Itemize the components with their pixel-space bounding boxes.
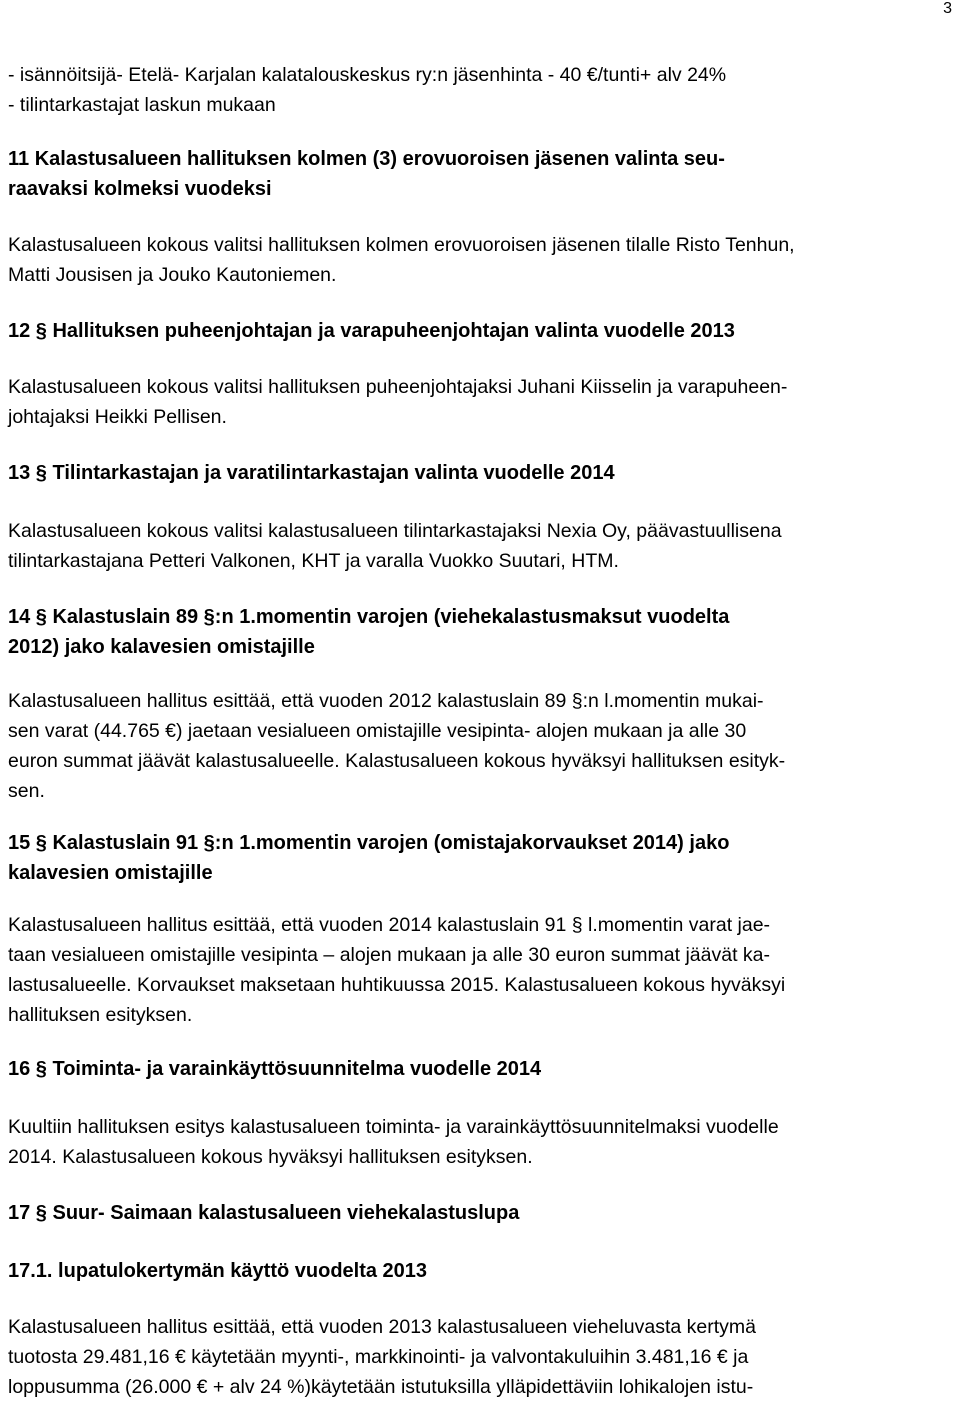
section-17	[8, 1198, 519, 1228]
body-line: Kalastusalueen hallitus esittää, että vuoden 2012 kalastuslain 89 §:n l.momentin mukai-	[8, 690, 764, 712]
section-heading: 14 § Kalastuslain 89 §:n 1.momentin varojen (viehekalastusmaksut vuodelta	[8, 606, 730, 628]
body-line: sen varat (44.765 €) jaetaan vesialueen omistajille vesipinta- alojen mukaan ja alle 30	[8, 720, 747, 742]
body-line: Kalastusalueen kokous valitsi hallituksen kolmen erovuoroisen jäsenen tilalle Risto Tenhun,	[8, 234, 795, 256]
body-line: sen.	[8, 780, 45, 802]
page-number: 3	[943, 0, 952, 17]
section-heading: 17.1. lupatulokertymän käyttö vuodelta 2013	[8, 1260, 428, 1282]
section-15	[8, 828, 729, 888]
section-14-body	[8, 686, 785, 806]
section-16-body	[8, 1112, 779, 1172]
section-14	[8, 602, 729, 662]
body-line: 2014. Kalastusalueen kokous hyväksyi hallituksen esityksen.	[8, 1146, 533, 1168]
intro-line: - tilintarkastajat laskun mukaan	[8, 94, 276, 116]
body-line: Kalastusalueen kokous valitsi kalastusalueen tilintarkastajaksi Nexia Oy, päävastuullisena	[8, 520, 782, 542]
body-line: johtajaksi Heikki Pellisen.	[8, 406, 227, 428]
section-13-body	[8, 516, 782, 576]
body-line: taan vesialueen omistajille vesipinta – alojen mukaan ja alle 30 euron summat jäävät ka-	[8, 944, 771, 966]
section-heading: kalavesien omistajille	[8, 862, 213, 884]
section-13	[8, 458, 615, 488]
section-heading: 12 § Hallituksen puheenjohtajan ja varapuheenjohtajan valinta vuodelle 2013	[8, 320, 735, 342]
section-17-1-body	[8, 1312, 756, 1402]
body-line: Kalastusalueen hallitus esittää, että vuoden 2014 kalastuslain 91 § l.momentin varat jae-	[8, 914, 771, 936]
intro-list	[8, 60, 726, 120]
body-line: Kalastusalueen hallitus esittää, että vuoden 2013 kalastusalueen vieheluvasta kertymä	[8, 1316, 756, 1338]
body-line: tilintarkastajana Petteri Valkonen, KHT ja varalla Vuokko Suutari, HTM.	[8, 550, 619, 572]
body-line: hallituksen esityksen.	[8, 1004, 193, 1026]
section-heading: 17 § Suur- Saimaan kalastusalueen viehekalastuslupa	[8, 1202, 520, 1224]
section-heading: 16 § Toiminta- ja varainkäyttösuunnitelma vuodelle 2014	[8, 1058, 542, 1080]
section-17-1	[8, 1256, 427, 1286]
intro-line: - isännöitsijä- Etelä- Karjalan kalatalouskeskus ry:n jäsenhinta - 40 €/tunti+ alv 24%	[8, 64, 727, 86]
section-12	[8, 316, 735, 346]
section-15-body	[8, 910, 785, 1030]
section-heading: 13 § Tilintarkastajan ja varatilintarkastajan valinta vuodelle 2014	[8, 462, 615, 484]
section-heading: raavaksi kolmeksi vuodeksi	[8, 178, 272, 200]
body-line: lastusalueelle. Korvaukset maksetaan huhtikuussa 2015. Kalastusalueen kokous hyväksyi	[8, 974, 786, 996]
body-line: Kuultiin hallituksen esitys kalastusalueen toiminta- ja varainkäyttösuunnitelmaksi vuodelle	[8, 1116, 779, 1138]
section-16	[8, 1054, 541, 1084]
section-11-body	[8, 230, 795, 290]
section-heading: 2012) jako kalavesien omistajille	[8, 636, 315, 658]
section-11	[8, 144, 725, 204]
section-12-body	[8, 372, 787, 432]
body-line: loppusumma (26.000 € + alv 24 %)käytetään istutuksilla ylläpidettäviin lohikalojen istu-	[8, 1376, 754, 1398]
body-line: euron summat jäävät kalastusalueelle. Kalastusalueen kokous hyväksyi hallituksen esityk-	[8, 750, 786, 772]
body-line: tuotosta 29.481,16 € käytetään myynti-, markkinointi- ja valvontakuluihin 3.481,16 € ja	[8, 1346, 749, 1368]
body-line: Kalastusalueen kokous valitsi hallituksen puheenjohtajaksi Juhani Kiisselin ja varapuheen-	[8, 376, 788, 398]
section-heading: 15 § Kalastuslain 91 §:n 1.momentin varojen (omistajakorvaukset 2014) jako	[8, 832, 730, 854]
section-heading: 11 Kalastusalueen hallituksen kolmen (3) erovuoroisen jäsenen valinta seu-	[8, 148, 725, 170]
body-line: Matti Jousisen ja Jouko Kautoniemen.	[8, 264, 337, 286]
